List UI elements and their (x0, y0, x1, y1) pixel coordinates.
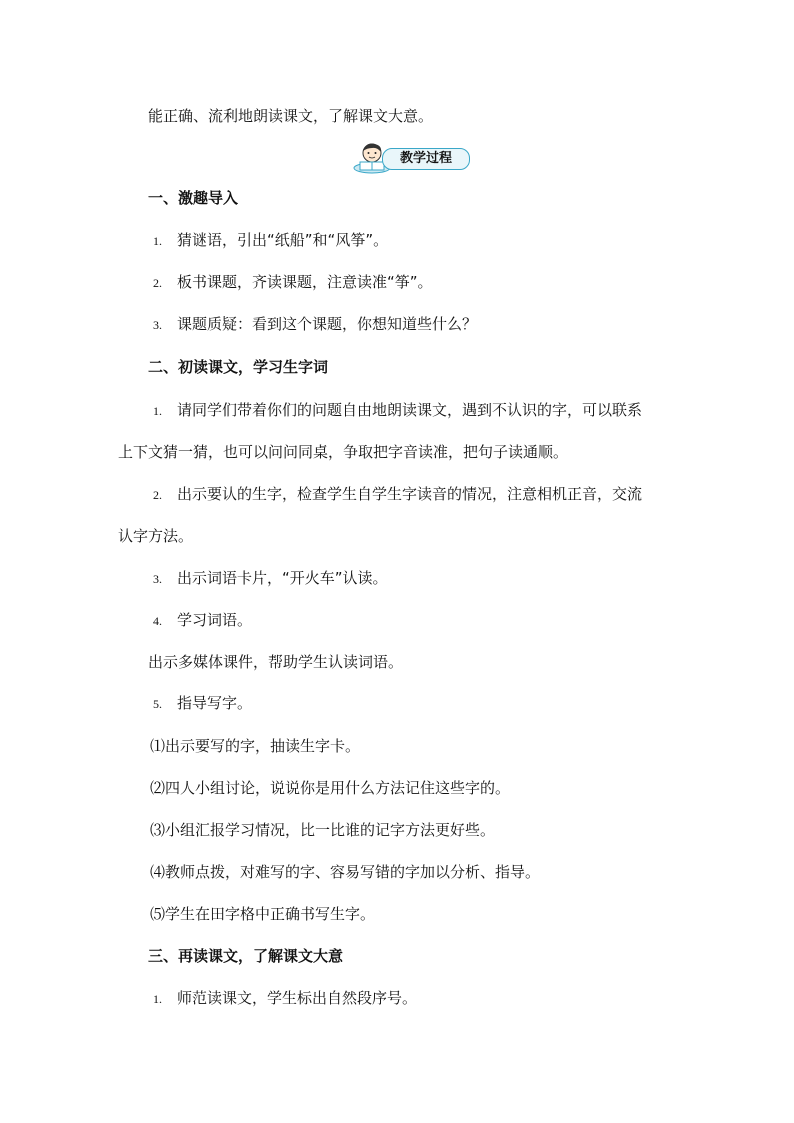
sub-item: ⑷教师点拨，对难写的字、容易写错的字加以分析、指导。 (150, 863, 541, 881)
item-number: 2. (153, 488, 162, 502)
item-text: 课题质疑：看到这个课题，你想知道些什么？ (177, 315, 478, 333)
list-item (153, 314, 477, 335)
item-text: 猜谜语，引出“纸船”和“风筝”。 (177, 231, 389, 249)
sub-item: ⑵四人小组讨论，说说你是用什么方法记住这些字的。 (150, 779, 511, 797)
item-number: 3. (153, 572, 162, 586)
item-number: 5. (153, 697, 162, 711)
item-text: 师范读课文，学生标出自然段序号。 (177, 989, 418, 1007)
item-text: 请同学们带着你们的问题自由地朗读课文，遇到不认识的字，可以联系 (177, 401, 643, 419)
list-item (153, 230, 388, 251)
list-item (153, 988, 417, 1009)
sub-item: ⑴出示要写的字，抽读生字卡。 (150, 737, 361, 755)
paragraph-1-line-2: 上下文猜一猜，也可以问问同桌，争取把字音读准，把句子读通顺。 (118, 443, 569, 461)
item-text: 板书课题，齐读课题，注意读准“筝”。 (177, 273, 433, 291)
list-item (153, 610, 252, 631)
item-number: 4. (153, 614, 162, 628)
list-item (153, 568, 388, 589)
intro-line: 能正确、流利地朗读课文，了解课文大意。 (148, 107, 434, 125)
item-number: 1. (153, 992, 162, 1006)
paragraph-2-line-1 (153, 484, 642, 505)
section-badge (352, 142, 472, 174)
sub-item: ⑸学生在田字格中正确书写生字。 (150, 905, 376, 923)
paragraph-1-line-1 (153, 400, 642, 421)
item-text: 出示词语卡片，“开火车”认读。 (177, 569, 388, 587)
paragraph-2-line-2: 认字方法。 (118, 527, 194, 545)
badge-label: 教学过程 (382, 148, 470, 170)
item-number: 1. (153, 404, 162, 418)
list-item (153, 693, 252, 714)
section-heading-1: 一、激趣导入 (148, 189, 239, 207)
list-item (153, 272, 433, 293)
sub-item: ⑶小组汇报学习情况，比一比谁的记字方法更好些。 (150, 821, 496, 839)
item-text: 出示要认的生字，检查学生自学生字读音的情况，注意相机正音，交流 (177, 485, 643, 503)
item-number: 2. (153, 276, 162, 290)
section-heading-2: 二、初读课文，学习生字词 (148, 358, 329, 376)
item-text: 学习词语。 (177, 611, 253, 629)
section-heading-3: 三、再读课文，了解课文大意 (148, 947, 344, 965)
plain-line: 出示多媒体课件，帮助学生认读词语。 (148, 653, 404, 671)
item-number: 3. (153, 318, 162, 332)
item-text: 指导写字。 (177, 694, 253, 712)
item-number: 1. (153, 234, 162, 248)
